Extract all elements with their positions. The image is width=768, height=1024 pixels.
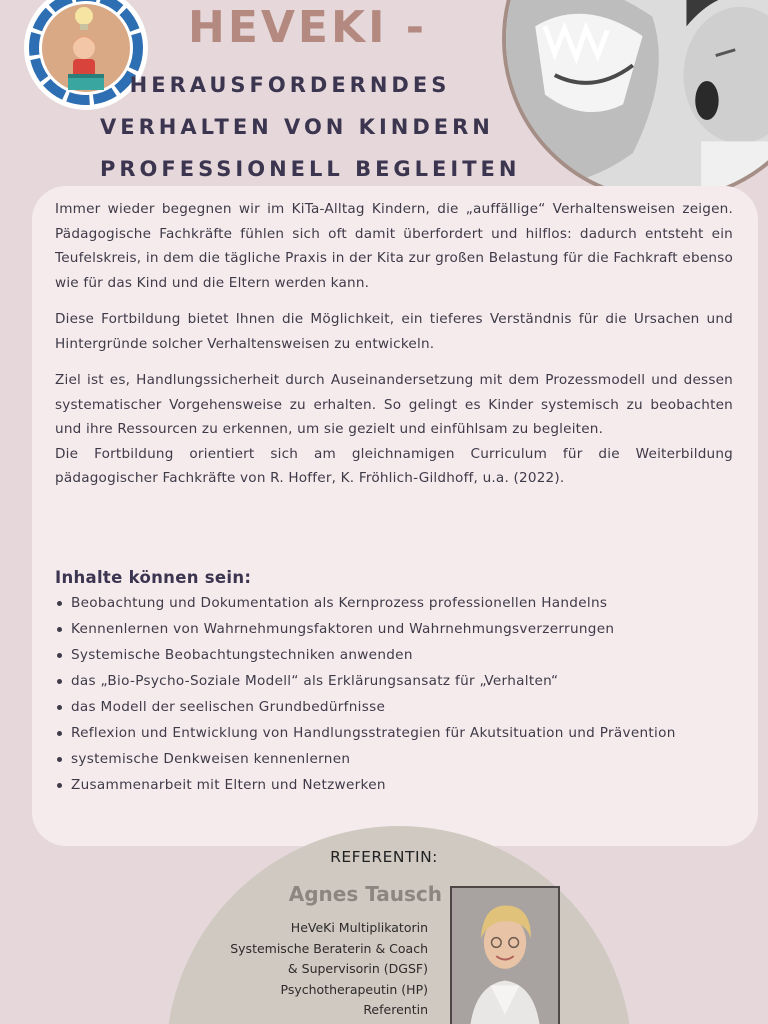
description-paragraph: Ziel ist es, Handlungssicherheit durch Auseinandersetzung mit dem Prozessmodell und dessen systematischer Vorgehensweise zu erhalten. So gelingt es Kinder systemisch zu beobachten und ihre Ressourcen zu erkennen, um sie gezielt und einfühlsam zu begleiten. [55, 372, 733, 437]
subtitle-line: VERHALTEN VON KINDERN [100, 115, 494, 139]
list-item: das „Bio-Psycho-Soziale Modell“ als Erklärungsansatz für „Verhalten“ [55, 668, 735, 694]
speaker-heading: REFERENTIN: [330, 848, 438, 866]
list-item: systemische Denkweisen kennenlernen [55, 746, 735, 772]
roaring-lion-screaming-boy-photo-icon [506, 0, 768, 198]
list-item: Zusammenarbeit mit Eltern und Netzwerken [55, 772, 735, 798]
list-item: Reflexion und Entwicklung von Handlungsstrategien für Akutsituation und Prävention [55, 720, 735, 746]
list-item: Beobachtung und Dokumentation als Kernprozess professionellen Handelns [55, 590, 735, 616]
speaker-portrait-photo-icon [452, 888, 558, 1024]
description-paragraph: Die Fortbildung orientiert sich am gleichnamigen Curriculum für die Weiterbildung pädagogischer Fachkräfte von R. Hoffer, K. Fröhlich-Gildhoff, u.a. (2022). [55, 445, 733, 486]
speaker-photo [450, 886, 560, 1024]
speaker-role: Referentin [363, 1002, 428, 1017]
hero-photo [502, 0, 768, 202]
page-subtitle [100, 64, 521, 190]
list-item: Systemische Beobachtungstechniken anwenden [55, 642, 735, 668]
subtitle-line: HERAUSFORDERNDES [129, 73, 451, 97]
contents-heading: Inhalte können sein: [55, 568, 252, 587]
speaker-name: Agnes Tausch [288, 882, 442, 906]
list-item: Kennenlernen von Wahrnehmungsfaktoren und Wahrnehmungsverzerrungen [55, 616, 735, 642]
speaker-role: & Supervisorin (DGSF) [287, 961, 428, 976]
description-paragraph: Diese Fortbildung bietet Ihnen die Möglichkeit, ein tieferes Verständnis für die Ursachen und Hintergründe solcher Verhaltensweisen zu entwickeln. [55, 311, 733, 352]
page-title: HEVEKI - [188, 2, 428, 53]
subtitle-line: PROFESSIONELL BEGLEITEN [100, 157, 521, 181]
speaker-role: Psychotherapeutin (HP) [280, 981, 428, 997]
description-paragraph: Immer wieder begegnen wir im KiTa-Alltag Kindern, die „auffällige“ Verhaltensweisen zeigen. Pädagogische Fachkräfte fühlen sich oft damit überfordert und hilflos: dadurch entsteht ein Teufelskreis, in dem die tägliche Praxis in der Kita zur großen Belastung für die Fachkraft ebenso wie für das Kind und die Eltern werden kann. [55, 201, 733, 291]
list-item: das Modell der seelischen Grundbedürfnisse [55, 694, 735, 720]
contents-list [55, 590, 735, 798]
description-text [55, 197, 733, 503]
speaker-roles [168, 918, 428, 1021]
speaker-role: Systemische Beraterin & Coach [230, 940, 428, 956]
speaker-role: HeVeKi Multiplikatorin [290, 920, 428, 935]
